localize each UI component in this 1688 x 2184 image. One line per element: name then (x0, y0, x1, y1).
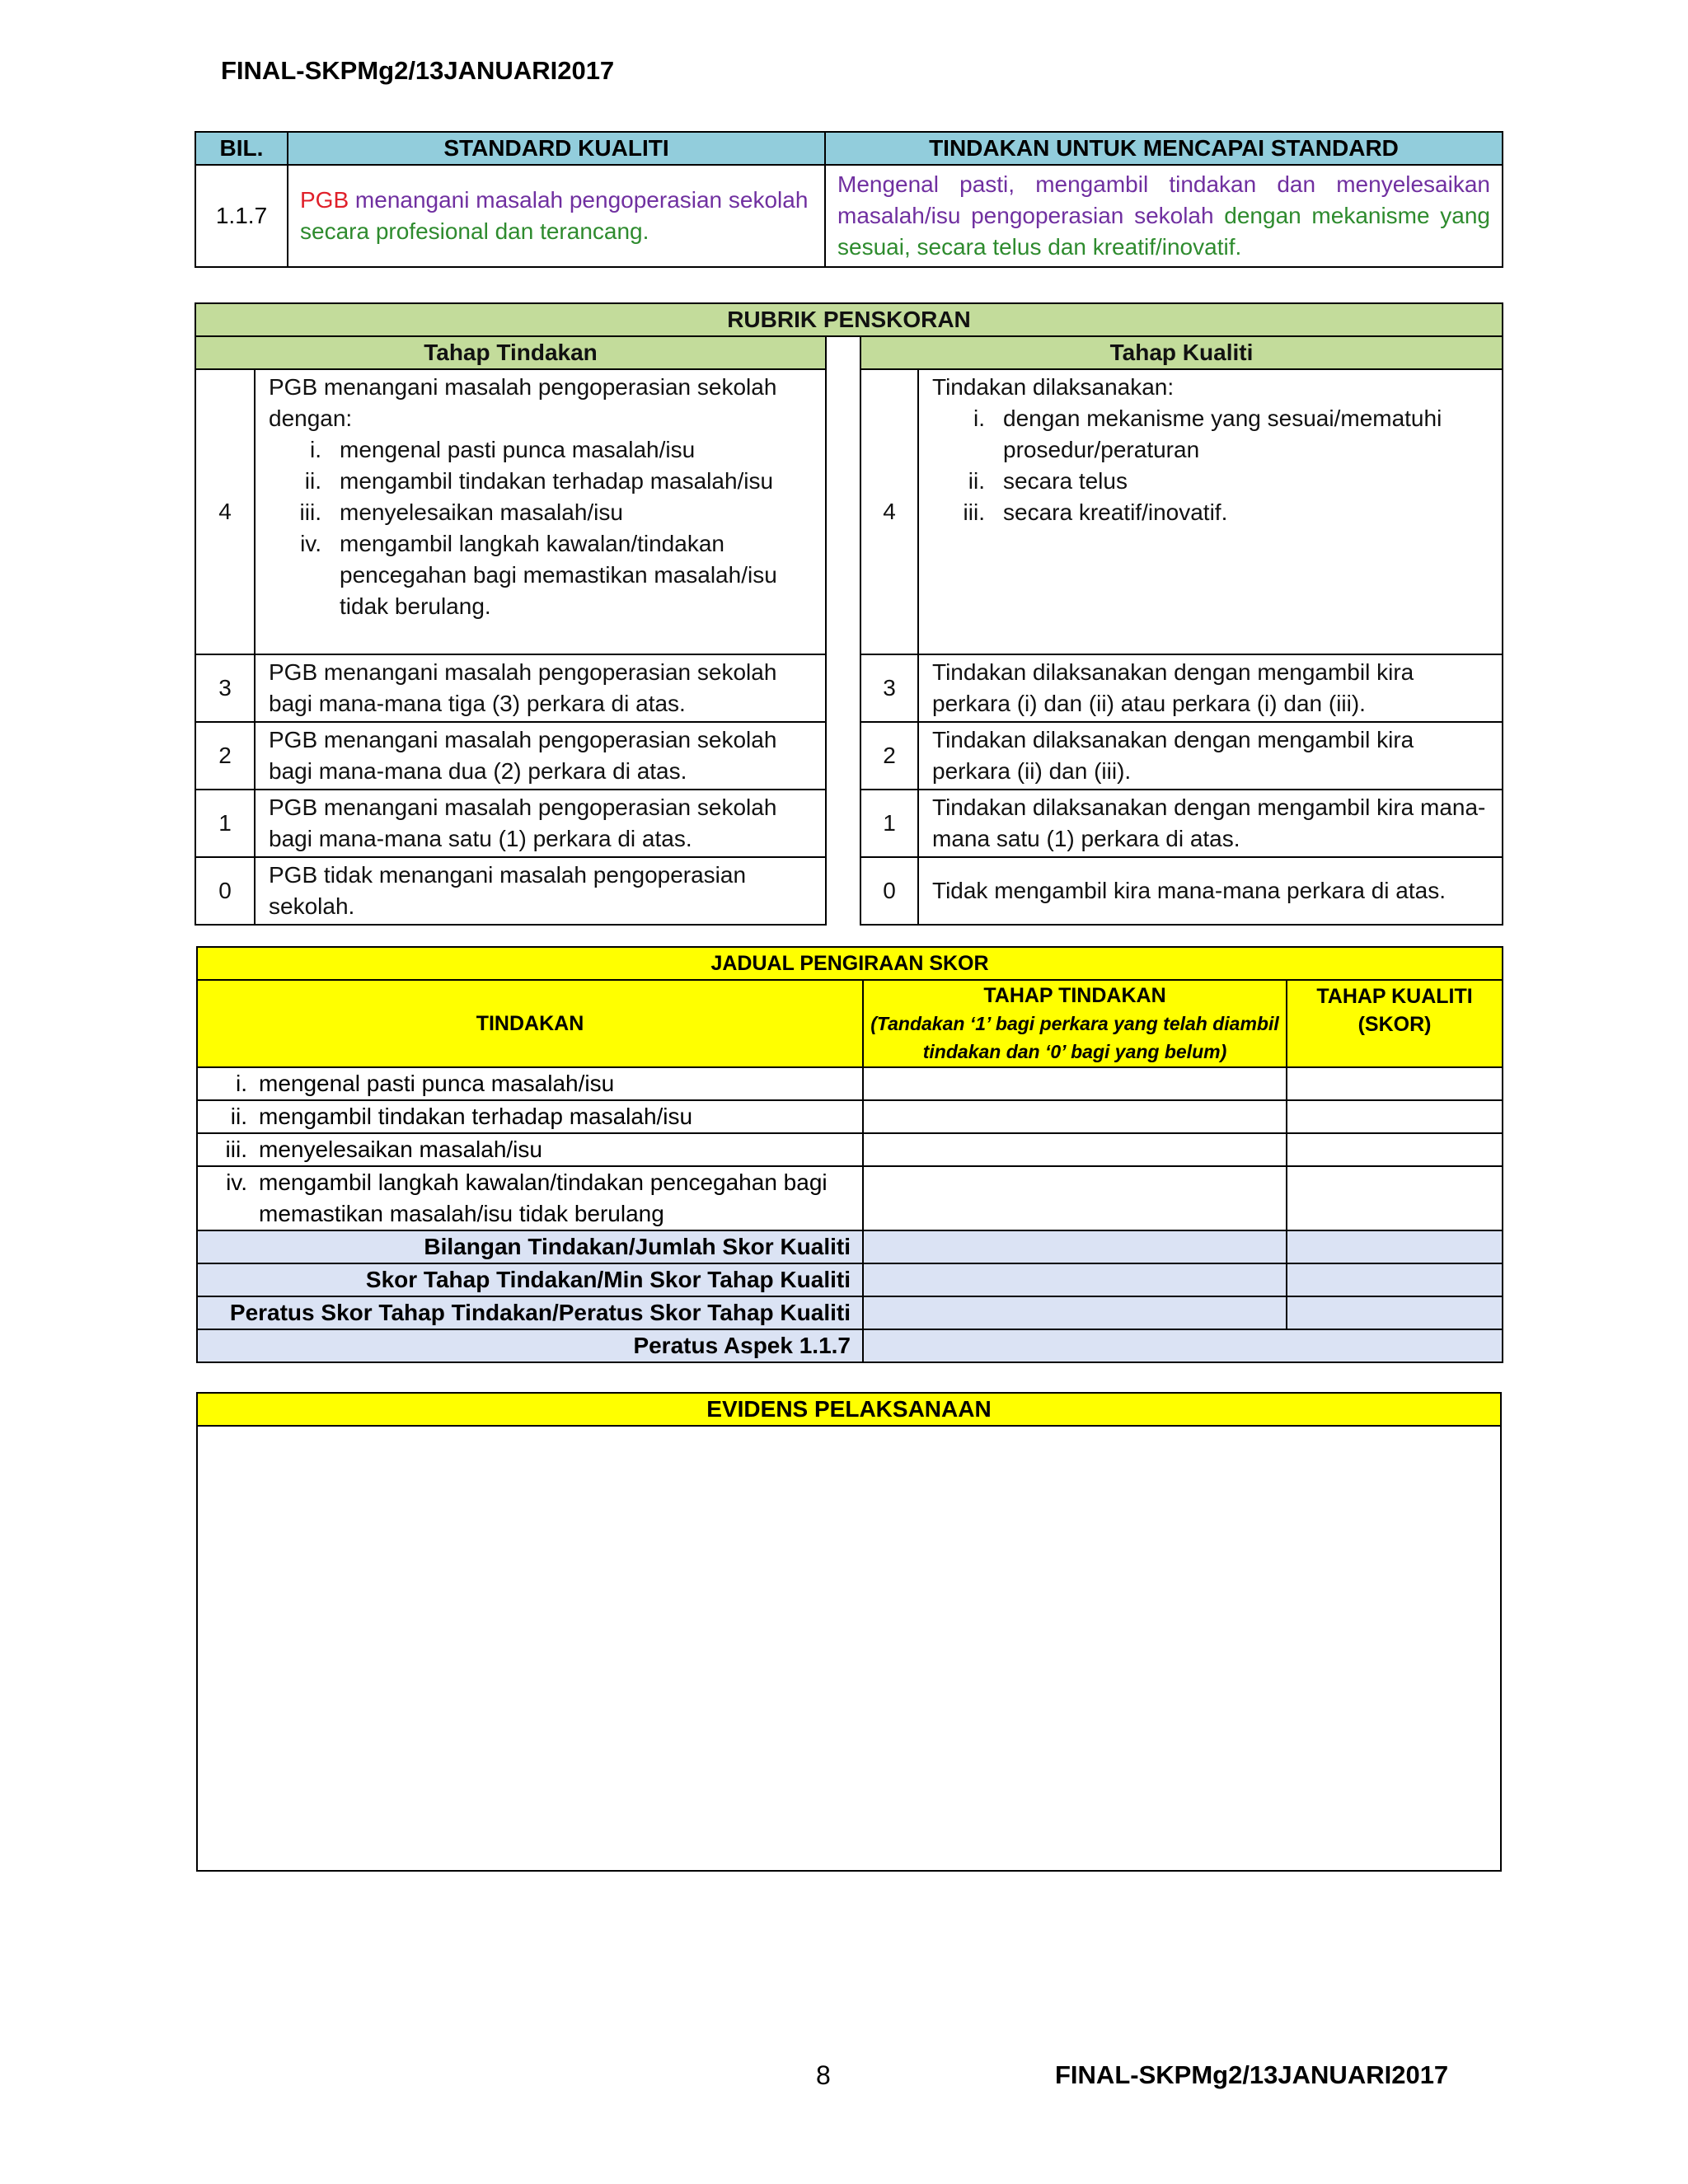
bil-value: 1.1.7 (195, 165, 288, 267)
evidens-body[interactable] (197, 1426, 1501, 1871)
tindakan-column-header: TINDAKAN (197, 980, 863, 1067)
left-level-1: PGB menangani masalah pengoperasian sekolah bagi mana-mana satu (1) perkara di atas. (255, 790, 826, 857)
right-level-0: Tidak mengambil kira mana-mana perkara di atas. (918, 857, 1503, 925)
right-score-4: 4 (860, 369, 918, 654)
tahap-kualiti-cell-i[interactable] (1287, 1067, 1503, 1100)
left-level-2: PGB menangani masalah pengoperasian sekolah bagi mana-mana dua (2) perkara di atas. (255, 722, 826, 790)
list-item: ii. secara telus (968, 468, 1128, 494)
document-code-header: FINAL-SKPMg2/13JANUARI2017 (221, 56, 615, 85)
bil-header: BIL. (195, 132, 288, 165)
peratus-skor-label: Peratus Skor Tahap Tindakan/Peratus Skor Tahap Kualiti (197, 1296, 863, 1329)
skor-tahap-tindakan-value[interactable] (863, 1263, 1287, 1296)
standard-kualiti-header: STANDARD KUALITI (288, 132, 825, 165)
tahap-kualiti-label: Tahap Kualiti (860, 336, 1503, 369)
bilangan-tindakan-value[interactable] (863, 1230, 1287, 1263)
left-level-3: PGB menangani masalah pengoperasian sekolah bagi mana-mana tiga (3) perkara di atas. (255, 654, 826, 722)
list-item: i. dengan mekanisme yang sesuai/mematuhi prosedur/peraturan (973, 405, 1442, 462)
jadual-title: JADUAL PENGIRAAN SKOR (197, 947, 1503, 980)
standard-green-text: secara profesional dan terancang. (300, 218, 649, 244)
right-intro-4: Tindakan dilaksanakan: (932, 374, 1175, 400)
peratus-skor-tahap-kualiti-value[interactable] (1287, 1296, 1503, 1329)
pgb-text: PGB (300, 187, 349, 213)
tahap-tindakan-cell-ii[interactable] (863, 1100, 1287, 1133)
tahap-kualiti-cell-ii[interactable] (1287, 1100, 1503, 1133)
right-score-3: 3 (860, 654, 918, 722)
peratus-aspek-value[interactable] (863, 1329, 1503, 1362)
tindakan-header: TINDAKAN UNTUK MENCAPAI STANDARD (825, 132, 1503, 165)
tindakan-purple-text: Mengenal pasti, mengambil tindakan dan menyelesaikan masalah/isu pengoperasian sekolah (837, 171, 1490, 228)
list-item: ii. mengambil tindakan terhadap masalah/isu (304, 468, 774, 494)
table-row: iv. mengambil langkah kawalan/tindakan pencegahan bagi memastikan masalah/isu tidak berulang (197, 1166, 863, 1230)
min-skor-tahap-kualiti-value[interactable] (1287, 1263, 1503, 1296)
right-level-2: Tindakan dilaksanakan dengan mengambil kira perkara (ii) dan (iii). (918, 722, 1503, 790)
left-score-1: 1 (195, 790, 255, 857)
right-score-1: 1 (860, 790, 918, 857)
tahap-tindakan-column-header: TAHAP TINDAKAN (Tandakan ‘1’ bagi perkara yang telah diambil tindakan dan ‘0’ bagi yang belum) (863, 980, 1287, 1067)
tahap-tindakan-cell-iii[interactable] (863, 1133, 1287, 1166)
list-item: iv. mengambil langkah kawalan/tindakan pencegahan bagi memastikan masalah/isu tidak berulang. (300, 531, 777, 619)
left-score-4: 4 (195, 369, 255, 654)
tahap-kualiti-cell-iv[interactable] (1287, 1166, 1503, 1230)
left-score-0: 0 (195, 857, 255, 925)
peratus-skor-tahap-tindakan-value[interactable] (863, 1296, 1287, 1329)
right-score-2: 2 (860, 722, 918, 790)
tahap-tindakan-cell-i[interactable] (863, 1067, 1287, 1100)
tahap-kualiti-cell-iii[interactable] (1287, 1133, 1503, 1166)
document-code-footer: FINAL-SKPMg2/13JANUARI2017 (1055, 2060, 1449, 2089)
right-level-4 (918, 369, 1503, 654)
tindakan-text (825, 165, 1503, 267)
standard-kualiti-text (288, 165, 825, 267)
tahap-tindakan-cell-iv[interactable] (863, 1166, 1287, 1230)
list-item: i. mengenal pasti punca masalah/isu (310, 437, 696, 462)
list-item: iii. secara kreatif/inovatif. (963, 499, 1228, 525)
left-intro-4: PGB menangani masalah pengoperasian sekolah dengan: (269, 374, 777, 431)
evidens-pelaksanaan-table (196, 1392, 1502, 1872)
left-score-3: 3 (195, 654, 255, 722)
tindakan-green-text: dengan mekanisme yang sesuai, secara telus dan kreatif/inovatif. (837, 203, 1490, 260)
left-level-0: PGB tidak menangani masalah pengoperasian sekolah. (255, 857, 826, 925)
page-number: 8 (816, 2060, 831, 2090)
right-level-1: Tindakan dilaksanakan dengan mengambil kira mana-mana satu (1) perkara di atas. (918, 790, 1503, 857)
table-row: ii. mengambil tindakan terhadap masalah/isu (197, 1100, 863, 1133)
table-row: iii. menyelesaikan masalah/isu (197, 1133, 863, 1166)
list-item: iii. menyelesaikan masalah/isu (299, 499, 623, 525)
tahap-kualiti-column-header: TAHAP KUALITI (SKOR) (1287, 980, 1503, 1067)
standard-table (195, 131, 1503, 268)
tahap-tindakan-label: Tahap Tindakan (195, 336, 826, 369)
peratus-aspek-label: Peratus Aspek 1.1.7 (197, 1329, 863, 1362)
right-score-0: 0 (860, 857, 918, 925)
left-level-4 (255, 369, 826, 654)
left-score-2: 2 (195, 722, 255, 790)
jumlah-skor-kualiti-value[interactable] (1287, 1230, 1503, 1263)
tahap-tindakan-note: (Tandakan ‘1’ bagi perkara yang telah diambil tindakan dan ‘0’ bagi yang belum) (870, 1013, 1279, 1062)
evidens-title: EVIDENS PELAKSANAAN (197, 1393, 1501, 1426)
bilangan-tindakan-label: Bilangan Tindakan/Jumlah Skor Kualiti (197, 1230, 863, 1263)
skor-tahap-tindakan-label: Skor Tahap Tindakan/Min Skor Tahap Kualiti (197, 1263, 863, 1296)
rubrik-title: RUBRIK PENSKORAN (195, 303, 1503, 336)
jadual-pengiraan-skor-table (196, 946, 1503, 1363)
table-row: i. mengenal pasti punca masalah/isu (197, 1067, 863, 1100)
standard-purple-text: menangani masalah pengoperasian sekolah (349, 187, 809, 213)
right-level-3: Tindakan dilaksanakan dengan mengambil kira perkara (i) dan (ii) atau perkara (i) dan (iii). (918, 654, 1503, 722)
rubrik-penskoran-table (195, 302, 1503, 926)
